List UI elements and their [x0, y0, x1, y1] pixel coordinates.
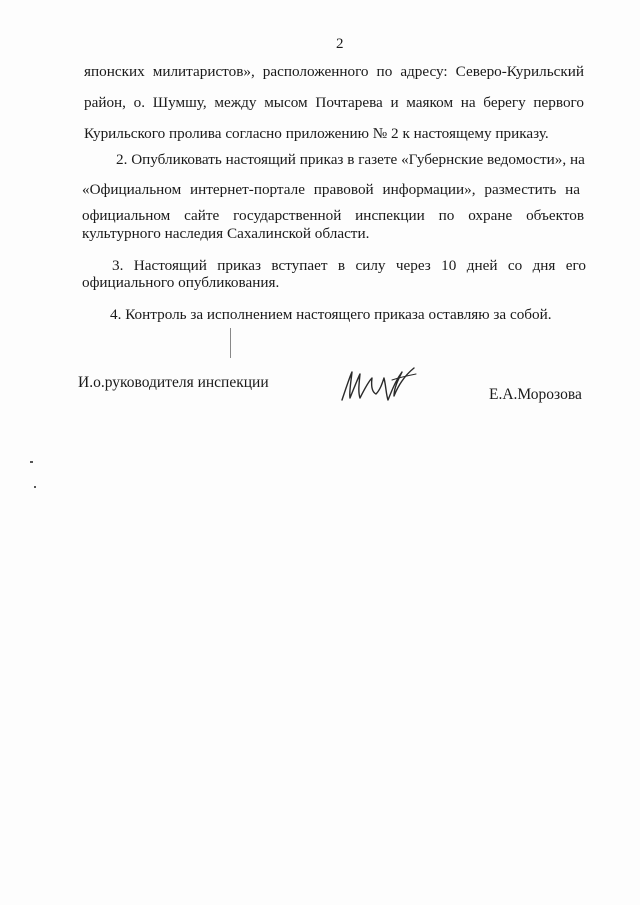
signatory-name: Е.А.Морозова	[489, 386, 582, 403]
scan-speck	[30, 461, 33, 463]
page-number: 2	[336, 36, 344, 52]
paragraph-2-line-2: «Официальном интернет-портале правовой информации», разместить на	[82, 181, 580, 198]
paragraph-2-line-4: культурного наследия Сахалинской области.	[82, 225, 370, 242]
handwritten-signature	[336, 358, 420, 414]
paragraph-3-line-2: официального опубликования.	[82, 274, 280, 291]
paragraph-2-line-1: 2. Опубликовать настоящий приказ в газете «Губернские ведомости», на	[116, 151, 585, 168]
paragraph-2-line-3: официальном сайте государственной инспекции по охране объектов	[82, 207, 584, 224]
paragraph-1-line-3: Курильского пролива согласно приложению № 2 к настоящему приказу.	[84, 125, 549, 142]
paragraph-1-line-2: район, о. Шумшу, между мысом Почтарева и маяком на берегу первого	[84, 94, 584, 111]
scan-speck	[34, 486, 36, 488]
paragraph-1-line-1: японских милитаристов», расположенного по адресу: Северо-Курильский	[84, 63, 584, 80]
paragraph-3-line-1: 3. Настоящий приказ вступает в силу через 10 дней со дня его	[112, 257, 586, 274]
scan-artifact-line	[230, 328, 231, 358]
signatory-position: И.о.руководителя инспекции	[78, 374, 269, 391]
paragraph-4-line-1: 4. Контроль за исполнением настоящего приказа оставляю за собой.	[110, 306, 552, 323]
